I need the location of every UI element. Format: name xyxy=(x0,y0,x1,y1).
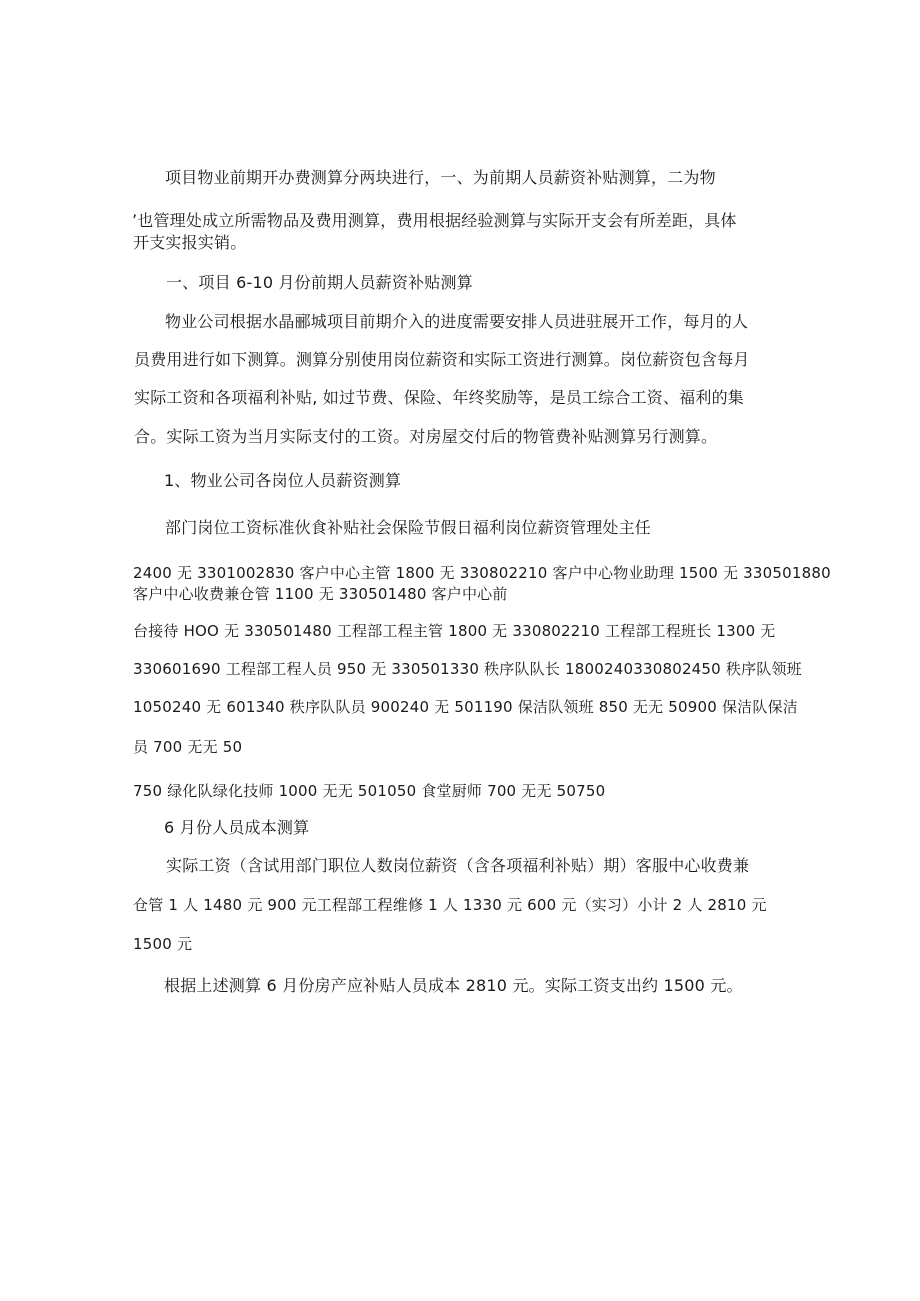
intro-line-1: 项目物业前期开办费测算分两块进行，一、为前期人员薪资补贴测算，二为物 xyxy=(165,168,716,187)
para2-line-2: 员费用进行如下测算。测算分别使用岗位薪资和实际工资进行测算。岗位薪资包含每月 xyxy=(134,350,750,369)
para2-line-1: 物业公司根据水晶郦城项目前期介入的进度需要安排人员进驻展开工作，每月的人 xyxy=(165,312,749,331)
subheading-june-cost: 6 月份人员成本测算 xyxy=(164,818,310,837)
subheading-positions: 1、物业公司各岗位人员薪资测算 xyxy=(164,471,402,490)
table-line-6: 员 700 无无 50 xyxy=(133,738,243,756)
table-line-7: 750 绿化队绿化技师 1000 无无 501050 食堂厨师 700 无无 50750 xyxy=(133,782,606,800)
table-line-1: 2400 无 3301002830 客户中心主管 1800 无 330802210 客户中心物业助理 1500 无 330501880 xyxy=(133,564,831,582)
table-line-2: 客户中心收费兼仓管 1100 无 330501480 客户中心前 xyxy=(133,585,508,603)
para2-line-3: 实际工资和各项福利补贴, 如过节费、保险、年终奖励等，是员工综合工资、福利的集 xyxy=(134,388,744,407)
section-heading-1: 一、项目 6-10 月份前期人员薪资补贴测算 xyxy=(166,273,473,292)
table-line-4: 330601690 工程部工程人员 950 无 330501330 秩序队队长 1800240330802450 秩序队领班 xyxy=(133,660,802,678)
conclusion-line: 根据上述测算 6 月份房产应补贴人员成本 2810 元。实际工资支出约 1500 元。 xyxy=(164,976,743,995)
intro-line-3: 开支实报实销。 xyxy=(133,233,247,252)
table-line-3: 台接待 HOO 无 330501480 工程部工程主管 1800 无 330802210 工程部工程班长 1300 无 xyxy=(133,622,776,640)
table-header-line: 部门岗位工资标准伙食补贴社会保险节假日福利岗位薪资管理处主任 xyxy=(165,518,652,537)
para3-line-3: 1500 元 xyxy=(133,935,193,953)
intro-line-2: ’也管理处成立所需物品及费用测算，费用根据经验测算与实际开支会有所差距，具体 xyxy=(132,211,737,230)
para3-line-1: 实际工资（含试用部门职位人数岗位薪资（含各项福利补贴）期）客服中心收费兼 xyxy=(166,856,750,875)
para2-line-4: 合。实际工资为当月实际支付的工资。对房屋交付后的物管费补贴测算另行测算。 xyxy=(134,427,718,446)
para3-line-2: 仓管 1 人 1480 元 900 元工程部工程维修 1 人 1330 元 600 元（实习）小计 2 人 2810 元 xyxy=(133,896,767,914)
table-line-5: 1050240 无 601340 秩序队队员 900240 无 501190 保洁队领班 850 无无 50900 保洁队保洁 xyxy=(133,698,798,716)
